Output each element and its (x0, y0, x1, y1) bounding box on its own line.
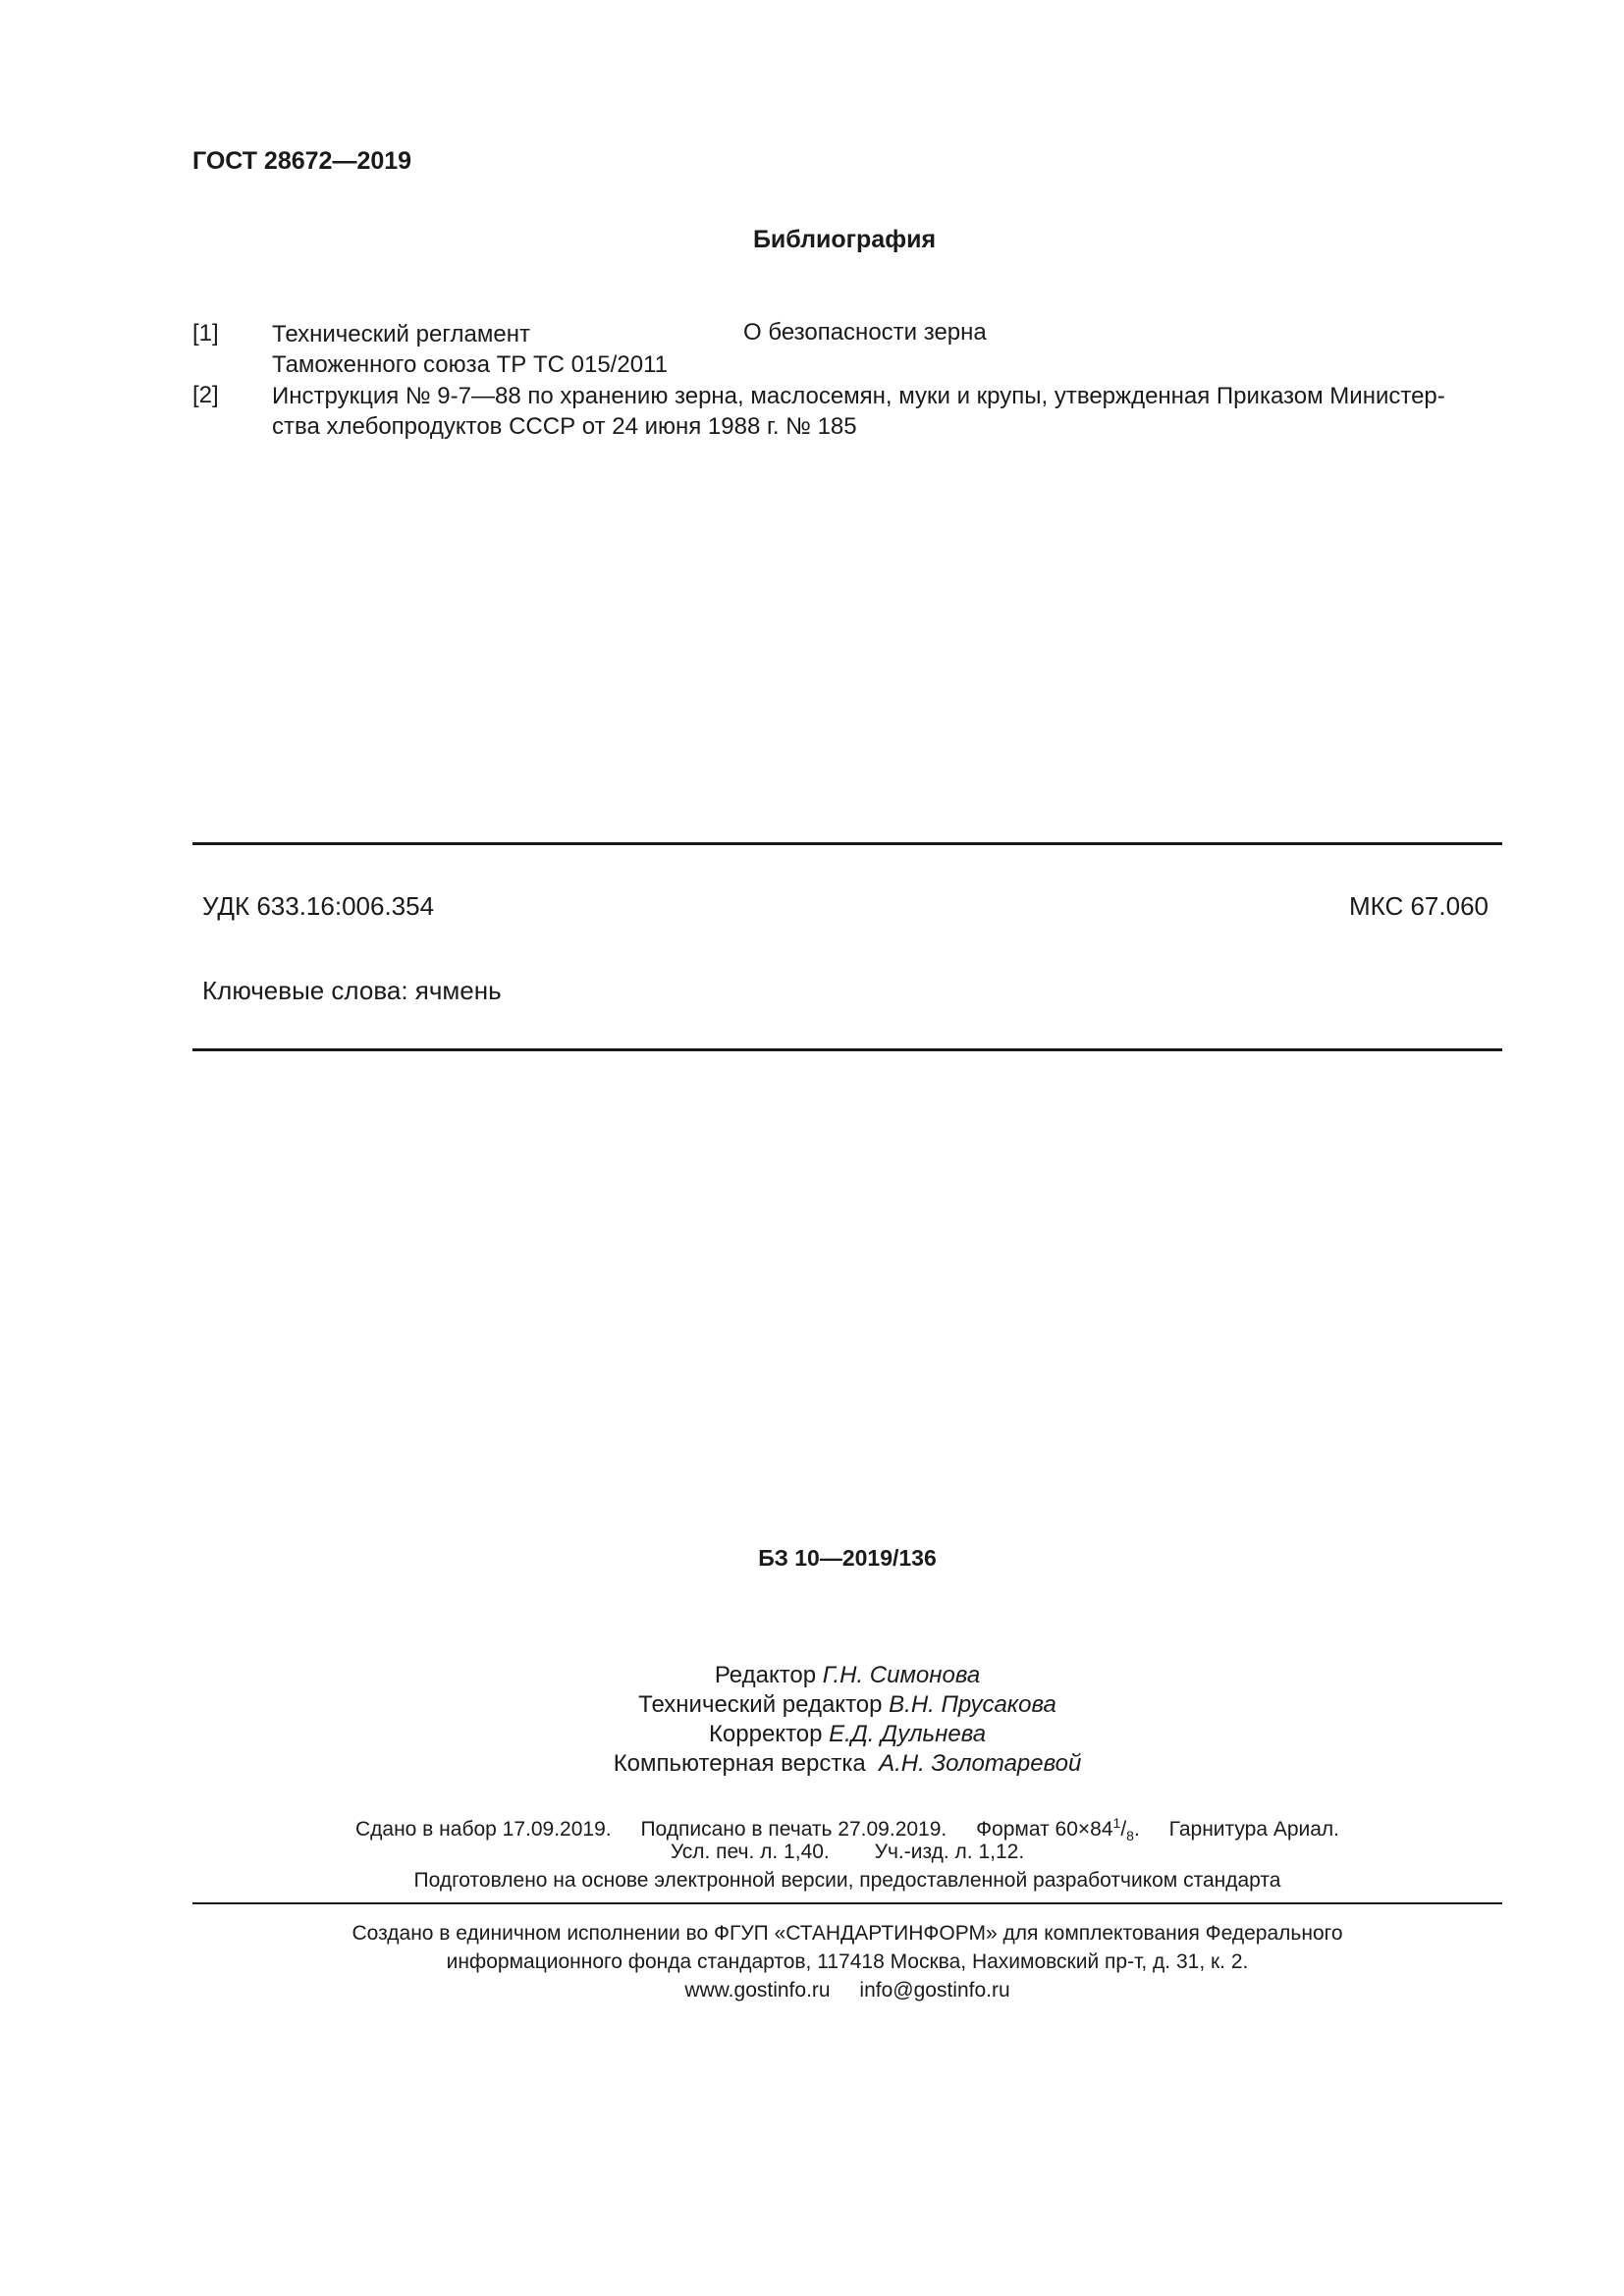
typeface: Гарнитура Ариал. (1168, 1818, 1340, 1841)
credit-role: Корректор (708, 1721, 823, 1747)
credit-role: Компьютерная верстка (613, 1750, 866, 1777)
ref-number: [2] (192, 382, 219, 408)
imprint-rule (192, 1902, 1502, 1904)
format-prefix: Формат 60×84 (976, 1818, 1113, 1841)
website-link[interactable]: www.gostinfo.ru (684, 1979, 831, 2002)
credit-tech-editor (192, 1690, 1502, 1720)
bottom-rule (192, 1048, 1502, 1051)
prepared-note: Подготовлено на основе электронной версии, предоставленной разработчиком стандарта (413, 1869, 1281, 1892)
sent-date: Сдано в набор 17.09.2019. (354, 1818, 612, 1841)
print-format: Формат $60\times 84^1/_8$. (976, 1815, 1140, 1844)
credit-corrector (192, 1720, 1502, 1749)
ref-title: О безопасности зерна (743, 319, 987, 346)
format-sub: 8 (1126, 1828, 1134, 1844)
credit-person: Г.Н. Симонова (822, 1662, 981, 1688)
ref-number: [1] (192, 320, 219, 347)
bz-number: БЗ 10—2019/136 (758, 1545, 937, 1571)
publisher-contacts (192, 1976, 1502, 2004)
email-link[interactable]: info@gostinfo.ru (859, 1979, 1010, 2002)
keywords: Ключевые слова: ячмень (202, 976, 502, 1005)
udk-code: УДК 633.16:006.354 (202, 891, 435, 921)
usl-sheets: Усл. печ. л. 1,40. (670, 1841, 830, 1863)
credit-editor (192, 1661, 1502, 1690)
format-suffix: . (1133, 1818, 1140, 1841)
publisher-line-2: информационного фонда стандартов, 117418 Москва, Нахимовский пр-т, д. 31, к. 2. (446, 1950, 1249, 1973)
uch-sheets: Уч.-изд. л. 1,12. (874, 1841, 1025, 1863)
signed-date: Подписано в печать 27.09.2019. (640, 1818, 947, 1841)
credit-role: Редактор (714, 1662, 817, 1688)
credit-layout (192, 1749, 1502, 1779)
document-id: ГОСТ 28672—2019 (192, 147, 412, 175)
credit-person: А.Н. Золотаревой (879, 1750, 1082, 1777)
ref-line-1: Технический регламент (272, 321, 530, 347)
publisher-line-1: Создано в единичном исполнении во ФГУП «СТАНДАРТИНФОРМ» для комплектования Федерального (352, 1922, 1343, 1945)
ref-line-2: ства хлебопродуктов СССР от 24 июня 1988 г. № 185 (272, 413, 857, 440)
bibliography-title: Библиография (752, 226, 937, 253)
print-info-line-2 (192, 1838, 1502, 1866)
format-sup: 1 (1112, 1815, 1121, 1831)
ref-line-1: Инструкция № 9-7—88 по хранению зерна, маслосемян, муки и крупы, утвержденная Приказом Министер- (272, 383, 1445, 409)
credit-person: В.Н. Прусакова (889, 1691, 1056, 1718)
credit-role: Технический редактор (638, 1691, 883, 1718)
ref-line-2: Таможенного союза ТР ТС 015/2011 (272, 351, 668, 378)
mks-code: МКС 67.060 (1348, 891, 1489, 921)
credit-person: Е.Д. Дульнева (829, 1721, 987, 1747)
top-rule (192, 842, 1502, 845)
